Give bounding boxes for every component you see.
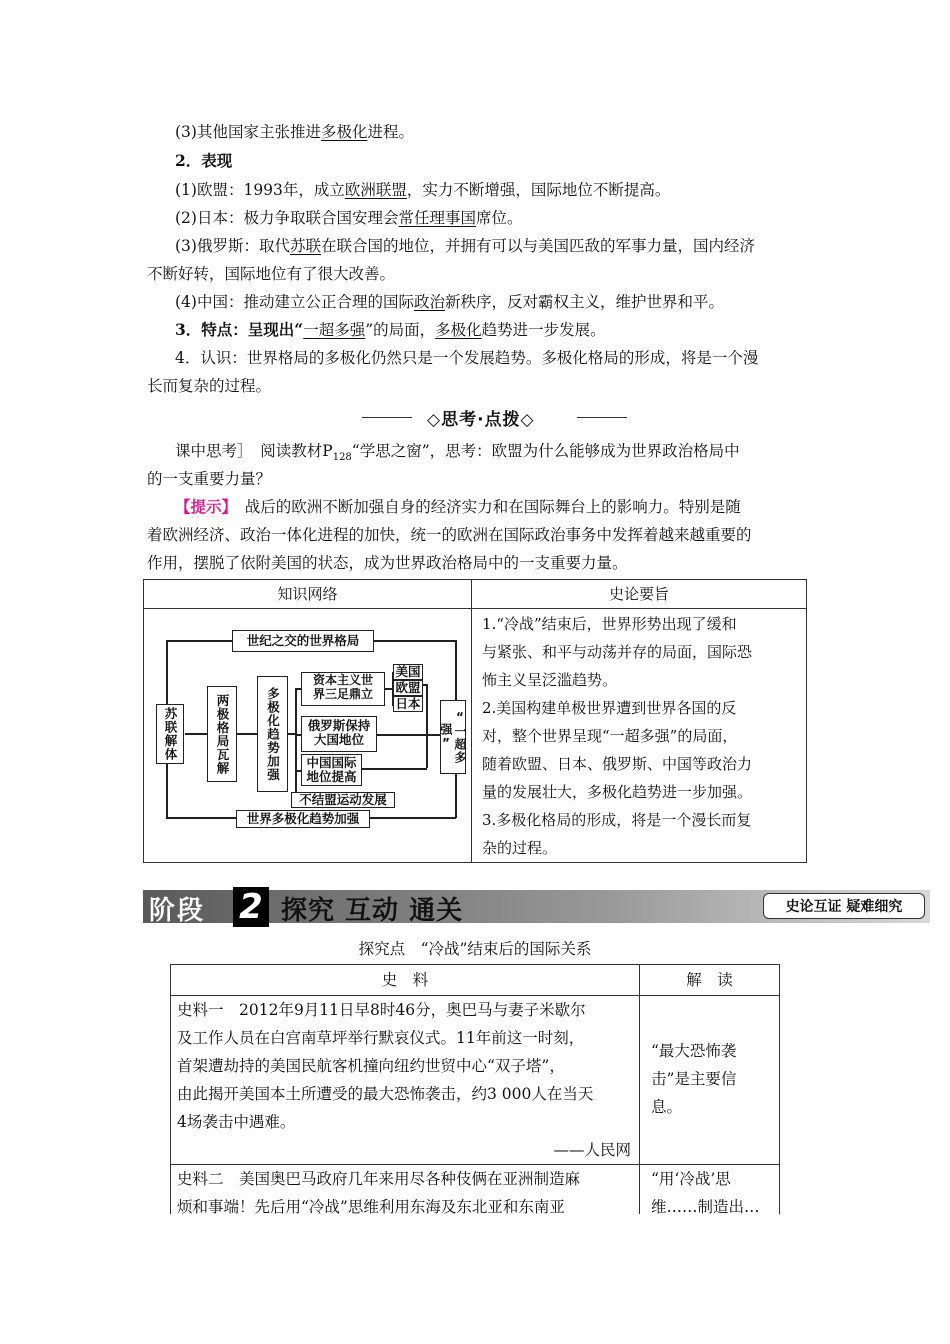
stage-label: 阶段 — [149, 896, 206, 926]
underlined-term: 政治 — [413, 293, 445, 311]
text: (3)俄罗斯：取代 — [175, 237, 290, 255]
box-world-pattern: 世纪之交的世界格局 — [232, 630, 374, 652]
text: (1)欧盟：1993年，成立 — [175, 181, 345, 199]
underlined-term: 常任理事国 — [398, 209, 476, 227]
interpretation-line: 击”是主要信 — [651, 1070, 737, 1088]
stage-tag: 史论互证 疑难细究 — [763, 893, 925, 919]
stage-number: 2 — [233, 887, 269, 927]
divider-title: ◇思考·点拨◇ — [427, 410, 535, 430]
source-line: 烦和事端！先后用“冷战”思维利用东海及东北亚和东南亚 — [177, 1198, 565, 1216]
heading-manifestation: 2．表现 — [175, 151, 233, 170]
underlined-term: 欧洲联盟 — [344, 181, 407, 199]
section-divider — [362, 405, 627, 429]
text: 进程。 — [367, 123, 414, 141]
underlined-term: 一超多强 — [303, 321, 366, 339]
source-2 — [177, 1165, 637, 1221]
para-feature — [147, 316, 807, 344]
key-point-line: 3.多极化格局的形成，将是一个漫长而复 — [482, 811, 752, 829]
key-point-line: 1.“冷战”结束后，世界形势出现了缓和 — [482, 615, 737, 633]
key-point-line: 量的发展壮大，多极化趋势进一步加强。 — [482, 783, 753, 801]
header-key-points: 史论要旨 — [608, 585, 669, 603]
text: 地位提高 — [306, 769, 357, 784]
header-source: 史 料 — [381, 971, 429, 989]
text: 在联合国的地位，并拥有可以与美国匹敌的军事力量，国内经济 — [320, 237, 755, 255]
interpretation-line: 维……制造出… — [651, 1198, 760, 1216]
box-non-aligned: 不结盟运动发展 — [291, 792, 395, 808]
text: 新秩序，反对霸权主义，维护世界和平。 — [444, 293, 724, 311]
text: (2)日本：极力争取联合国安理会 — [175, 209, 399, 227]
hint-label: 【提示】 — [175, 497, 230, 516]
text: ”的局面， — [365, 321, 436, 339]
connector — [455, 774, 457, 818]
text: 资本主义世 — [312, 673, 373, 687]
connector — [374, 640, 456, 642]
divider-line — [362, 417, 412, 418]
source-line: 及工作人员在白宫南草坪举行默哀仪式。11年前这一时刻， — [177, 1029, 585, 1047]
box-multipolar-trend: 世界多极化趋势加强 — [236, 810, 370, 828]
knowledge-diagram — [152, 624, 467, 834]
box-japan: 日本 — [393, 696, 423, 712]
interpretation-2 — [651, 1165, 777, 1221]
stage-banner — [143, 887, 930, 927]
text: 趋势进一步发展。 — [481, 321, 606, 339]
para-other-countries — [147, 118, 807, 146]
connector — [455, 640, 457, 700]
source-line: 由此揭开美国本土所遭受的最大恐怖袭击，约3 000人在当天 — [177, 1085, 594, 1103]
arrow — [237, 733, 257, 735]
text: 俄罗斯保持 — [307, 718, 371, 733]
box-usa: 美国 — [393, 664, 423, 680]
para-russia-cont: 不断好转，国际地位有了很大改善。 — [147, 265, 396, 283]
page-number: 128 — [332, 452, 352, 464]
text: 大国地位 — [313, 732, 364, 747]
connector — [426, 684, 428, 768]
key-point-line: 与紧张、和平与动荡并存的局面，国际恐 — [482, 643, 753, 661]
key-point-line: 杂的过程。 — [482, 839, 558, 857]
underlined-term: 多极化 — [320, 123, 368, 141]
text: 席位。 — [475, 209, 523, 227]
box-one-superpower: “一超多强” — [440, 700, 466, 774]
source-1 — [177, 996, 637, 1164]
interpretation-line: 息。 — [651, 1098, 683, 1116]
para-recognition-cont: 长而复杂的过程。 — [147, 377, 272, 395]
source-table — [170, 964, 780, 1214]
box-china — [301, 754, 362, 786]
text: ，实力不断增强，国际地位不断提高。 — [406, 181, 671, 199]
source-line: 史料二 美国奥巴马政府几年来用尽各种伎俩在亚洲制造麻 — [177, 1170, 581, 1188]
connector — [370, 817, 456, 819]
source-line: 史料一 2012年9月11日早8时46分，奥巴马与妻子米歇尔 — [177, 1001, 586, 1019]
arrow — [426, 734, 440, 736]
underlined-term: 多极化 — [435, 321, 482, 339]
text: 课中思考］ 阅读教材 — [175, 442, 323, 460]
box-soviet-collapse: 苏联解体 — [156, 704, 184, 764]
interpretation-1 — [651, 1037, 775, 1121]
connector — [166, 760, 168, 818]
header-interpretation: 解 读 — [686, 971, 733, 989]
box-eu: 欧盟 — [393, 680, 423, 696]
header-knowledge-network: 知识网络 — [277, 585, 338, 603]
divider-line — [577, 417, 627, 418]
page-ref: P — [322, 442, 333, 460]
key-point-line: 怖主义呈泛滥趋势。 — [482, 671, 618, 689]
box-capitalist-tripod — [301, 672, 385, 706]
connector — [377, 734, 427, 736]
key-point-line: 随着欧盟、日本、俄罗斯、中国等政治力 — [482, 755, 753, 773]
stage-title: 探究 互动 通关 — [281, 896, 464, 926]
text: “学思之窗”，思考：欧盟为什么能够成为世界政治格局中 — [351, 442, 740, 460]
para-china — [147, 288, 807, 316]
connector — [295, 688, 297, 800]
para-russia — [147, 232, 807, 260]
interpretation-line: “用‘冷战’思 — [651, 1170, 731, 1188]
text: 界三足鼎立 — [312, 687, 373, 701]
box-bipolar-collapse: 两极格局瓦解 — [207, 686, 237, 782]
para-japan — [147, 204, 807, 232]
hint-line-2: 着欧洲经济、政治一体化进程的加快，统一的欧洲在国际政治事务中发挥着越来越重要的 — [147, 526, 752, 544]
source-citation: ——人民网 — [553, 1141, 631, 1159]
explore-title: 探究点 “冷战”结束后的国际关系 — [358, 940, 592, 958]
text: 中国国际 — [306, 755, 357, 770]
hint-paragraph — [147, 493, 807, 521]
key-points — [482, 610, 804, 862]
underlined-term: 苏联 — [289, 237, 321, 255]
source-line: 首架遭劫持的美国民航客机撞向纽约世贸中心“双子塔”， — [177, 1057, 565, 1075]
hint-line-3: 作用，摆脱了依附美国的状态，成为世界政治格局中的一支重要力量。 — [147, 554, 628, 572]
table-divider — [144, 608, 806, 609]
table-divider — [639, 965, 640, 1214]
text: (3)其他国家主张推进 — [175, 123, 321, 141]
connector — [362, 768, 427, 770]
interpretation-line: “最大恐怖袭 — [651, 1042, 737, 1060]
key-point-line: 2.美国构建单极世界遭到世界各国的反 — [482, 699, 737, 717]
source-line: 4场袭击中遇难。 — [177, 1113, 296, 1131]
para-eu — [147, 176, 807, 204]
connector — [166, 640, 168, 710]
text: (4)中国：推动建立公正合理的国际 — [175, 293, 414, 311]
text: 3．特点：呈现出“ — [175, 320, 304, 339]
connector — [166, 817, 236, 819]
arrow — [185, 733, 207, 735]
think-question-cont: 的一支重要力量？ — [147, 470, 272, 488]
table-divider — [471, 580, 472, 862]
box-russia — [301, 716, 377, 752]
text: 战后的欧洲不断加强自身的经济实力和在国际舞台上的影响力。特别是随 — [229, 498, 741, 516]
key-point-line: 对，整个世界呈现“一超多强”的局面， — [482, 727, 738, 745]
para-recognition: 4．认识：世界格局的多极化仍然只是一个发展趋势。多极化格局的形成，将是一个漫 — [175, 349, 759, 367]
box-multipolar: 多极化趋势加强 — [257, 676, 288, 792]
